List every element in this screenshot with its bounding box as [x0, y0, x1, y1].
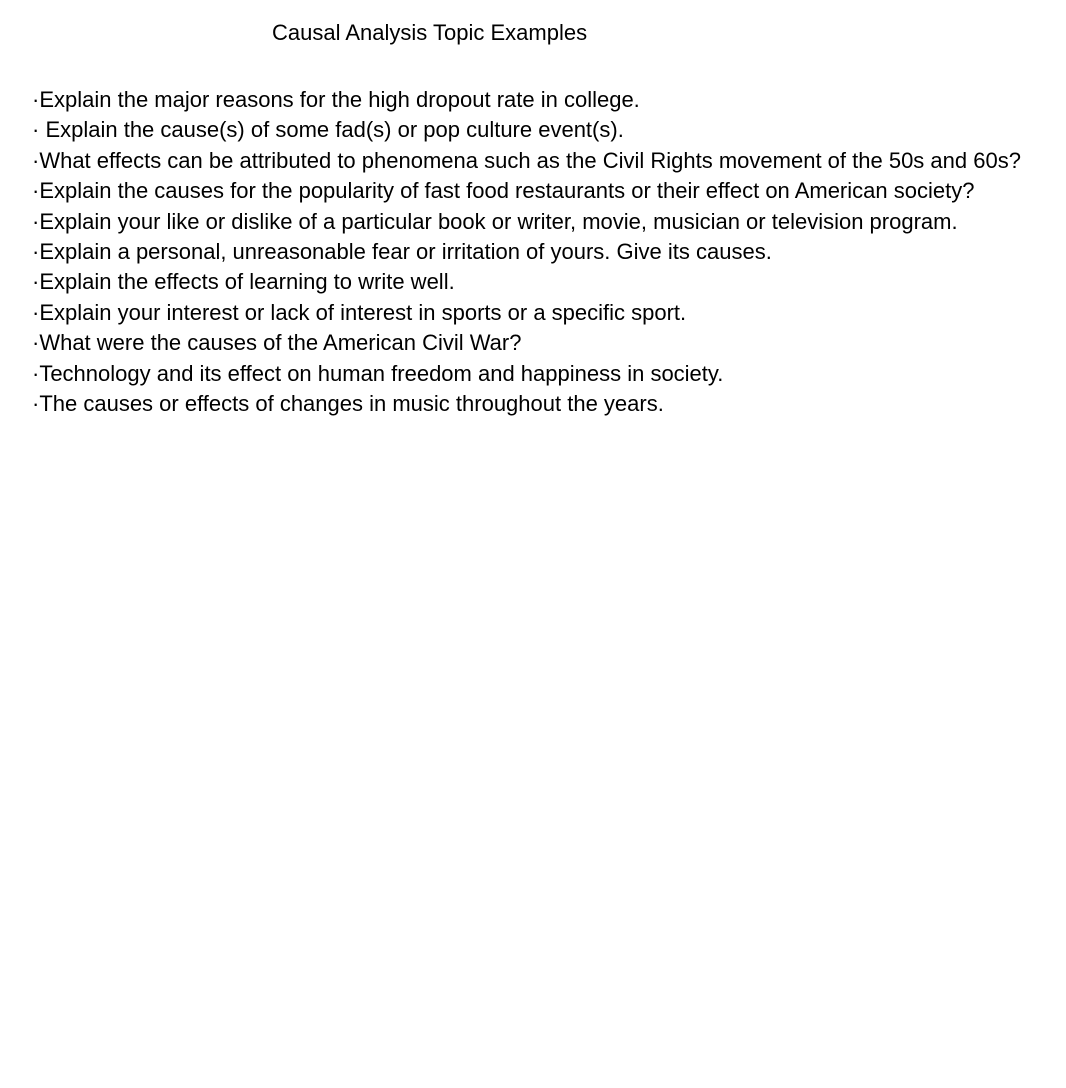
list-item: ·The causes or effects of changes in music throughout the years.	[32, 391, 664, 417]
list-item: ·What effects can be attributed to phenomena such as the Civil Rights movement of the 50s and 60s?	[32, 147, 1021, 173]
page-title: Causal Analysis Topic Examples	[272, 20, 588, 45]
list-item: ·Explain the causes for the popularity of fast food restaurants or their effect on American society?	[32, 178, 975, 204]
list-item: ·What were the causes of the American Civil War?	[32, 330, 522, 356]
topic-list	[32, 85, 1032, 419]
list-item: ·Technology and its effect on human freedom and happiness in society.	[32, 360, 724, 386]
list-item: ·Explain your like or dislike of a particular book or writer, movie, musician or television program.	[32, 208, 958, 234]
list-item: · Explain the cause(s) of some fad(s) or pop culture event(s).	[32, 117, 624, 143]
list-item: ·Explain a personal, unreasonable fear or irritation of yours. Give its causes.	[32, 239, 772, 265]
list-item: ·Explain the major reasons for the high dropout rate in college.	[32, 87, 640, 112]
list-item: ·Explain your interest or lack of interest in sports or a specific sport.	[32, 299, 687, 325]
list-item: ·Explain the effects of learning to write well.	[32, 269, 455, 295]
